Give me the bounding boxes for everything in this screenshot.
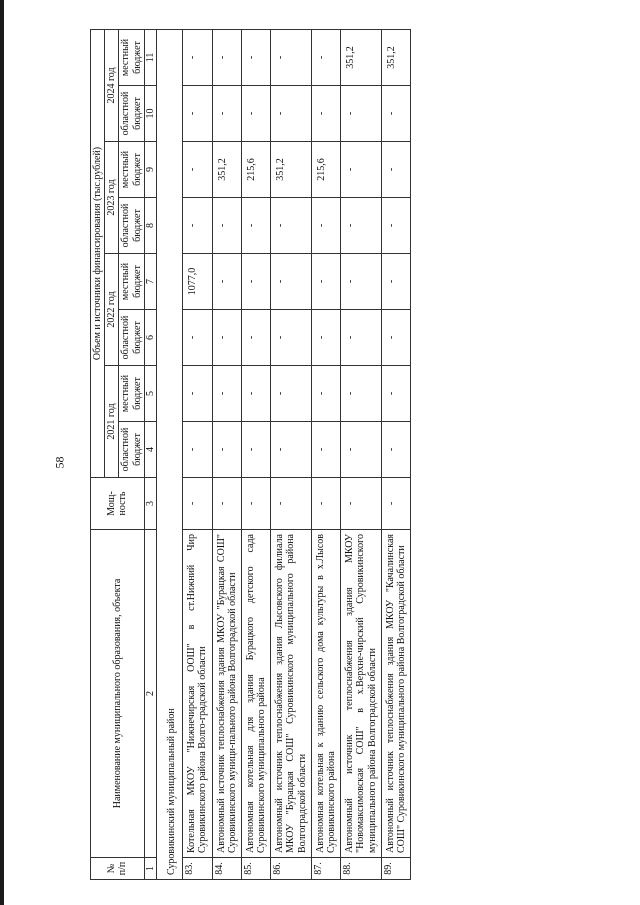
header-regional-budget: областной бюджет [119, 198, 144, 254]
row-power: - [381, 478, 410, 530]
header-regional-budget: областной бюджет [119, 310, 144, 366]
funding-value: - [311, 254, 340, 310]
row-number: 88. [341, 858, 382, 880]
funding-value: - [341, 86, 382, 142]
funding-value: - [183, 29, 212, 85]
header-year-2023: 2023 год [105, 142, 119, 254]
page-number: 58 [52, 456, 67, 469]
funding-value: - [271, 422, 312, 478]
section-title: Суровикинский муниципальный район [156, 29, 182, 879]
funding-value: - [311, 422, 340, 478]
table-row [381, 29, 410, 879]
header-year-2024: 2024 год [105, 29, 119, 141]
funding-value: - [311, 29, 340, 85]
funding-value: - [241, 254, 270, 310]
row-number: 89. [381, 858, 410, 880]
funding-value: - [241, 422, 270, 478]
funding-value: - [271, 254, 312, 310]
funding-value: - [241, 198, 270, 254]
header-local-budget: местный бюджет [119, 366, 144, 422]
row-number: 84. [212, 858, 241, 880]
column-index: 11 [144, 29, 156, 85]
object-name: Автономная котельная для здания Бурацкого детского сада Суровикинского муниципального района [241, 530, 270, 858]
table-row [183, 29, 212, 879]
table-row [241, 29, 270, 879]
object-name: Автономный источник теплоснабжения здания МКОУ "Бурацкая СОШ" Суровикинского муници-пального района Волгоградской области [212, 530, 241, 858]
funding-value: - [341, 422, 382, 478]
column-index: 2 [144, 530, 156, 858]
funding-value: - [311, 198, 340, 254]
funding-value: - [183, 142, 212, 198]
row-power: - [183, 478, 212, 530]
funding-value: - [271, 29, 312, 85]
funding-value: - [341, 142, 382, 198]
funding-value: - [381, 198, 410, 254]
row-power: - [212, 478, 241, 530]
funding-value: 1077,0 [183, 254, 212, 310]
row-number: 83. [183, 858, 212, 880]
funding-value: - [241, 310, 270, 366]
funding-value: - [271, 310, 312, 366]
funding-value: - [341, 254, 382, 310]
header-year-2021: 2021 год [105, 366, 119, 478]
funding-value: - [341, 310, 382, 366]
column-index: 9 [144, 142, 156, 198]
header-power: Мощ-ность [91, 478, 145, 530]
funding-value: 351,2 [341, 29, 382, 85]
column-index: 4 [144, 422, 156, 478]
funding-value: 351,2 [271, 142, 312, 198]
funding-value: - [271, 366, 312, 422]
row-number: 86. [271, 858, 312, 880]
object-name: Автономный источник теплоснабжения здания Лысовского филиала МКОУ "Бурацкая СОШ" Суровикинского муниципального района Волгоградской области [271, 530, 312, 858]
object-name: Автономная котельная к зданию сельского дома культуры в х.Лысов Суровикинского района [311, 530, 340, 858]
column-index: 10 [144, 86, 156, 142]
row-number: 87. [311, 858, 340, 880]
header-local-budget: местный бюджет [119, 254, 144, 310]
funding-value: - [212, 366, 241, 422]
column-index: 1 [144, 858, 156, 880]
column-index: 6 [144, 310, 156, 366]
funding-value: - [311, 310, 340, 366]
funding-value: - [212, 254, 241, 310]
funding-value: - [241, 366, 270, 422]
funding-value: - [341, 198, 382, 254]
row-power: - [341, 478, 382, 530]
funding-value: 351,2 [212, 142, 241, 198]
financing-table [90, 29, 411, 880]
funding-value: - [311, 366, 340, 422]
scan-edge [0, 0, 4, 905]
header-regional-budget: областной бюджет [119, 422, 144, 478]
funding-value: - [212, 310, 241, 366]
funding-value: - [183, 422, 212, 478]
funding-value: - [183, 310, 212, 366]
header-number: № п/п [91, 858, 145, 880]
funding-value: 351,2 [381, 29, 410, 85]
funding-value: - [212, 198, 241, 254]
column-index: 3 [144, 478, 156, 530]
object-name: Автономный источник теплоснабжения здания МКОУ "Качалинская СОШ" Суровикинского муниципального района Волгоградской области [381, 530, 410, 858]
funding-value: - [241, 29, 270, 85]
funding-value: - [271, 198, 312, 254]
funding-value: - [212, 422, 241, 478]
funding-value: - [381, 142, 410, 198]
row-number: 85. [241, 858, 270, 880]
header-regional-budget: областной бюджет [119, 86, 144, 142]
funding-value: 215,6 [241, 142, 270, 198]
table-row [311, 29, 340, 879]
funding-value: - [381, 254, 410, 310]
funding-value: - [381, 422, 410, 478]
object-name: Котельная МКОУ "Нижнечирская ООШ" в ст.Нижний Чир Суровикинского района Волго-градской области [183, 530, 212, 858]
header-year-2022: 2022 год [105, 254, 119, 366]
funding-value: - [241, 86, 270, 142]
funding-value: - [212, 29, 241, 85]
header-funding: Объем и источники финансирования (тыс.рублей) [91, 29, 105, 477]
header-local-budget: местный бюджет [119, 29, 144, 85]
column-index: 5 [144, 366, 156, 422]
rotated-table-page [90, 30, 570, 880]
table-row [271, 29, 312, 879]
funding-value: - [183, 198, 212, 254]
header-name: Наименование муниципального образования, объекта [91, 530, 145, 858]
header-local-budget: местный бюджет [119, 142, 144, 198]
funding-value: - [381, 86, 410, 142]
row-power: - [311, 478, 340, 530]
funding-value: - [381, 310, 410, 366]
funding-value: - [341, 366, 382, 422]
funding-value: - [183, 86, 212, 142]
table-row [341, 29, 382, 879]
funding-value: - [183, 366, 212, 422]
column-index: 8 [144, 198, 156, 254]
funding-value: - [311, 86, 340, 142]
funding-value: - [381, 366, 410, 422]
object-name: Автономный источник теплоснабжения здания МКОУ "Новомаксимовская СОШ" в х.Верхне-чирский Суровикинского муниципального района Волгоградской области [341, 530, 382, 858]
column-index: 7 [144, 254, 156, 310]
row-power: - [241, 478, 270, 530]
table-row [212, 29, 241, 879]
row-power: - [271, 478, 312, 530]
funding-value: - [212, 86, 241, 142]
funding-value: 215,6 [311, 142, 340, 198]
funding-value: - [271, 86, 312, 142]
